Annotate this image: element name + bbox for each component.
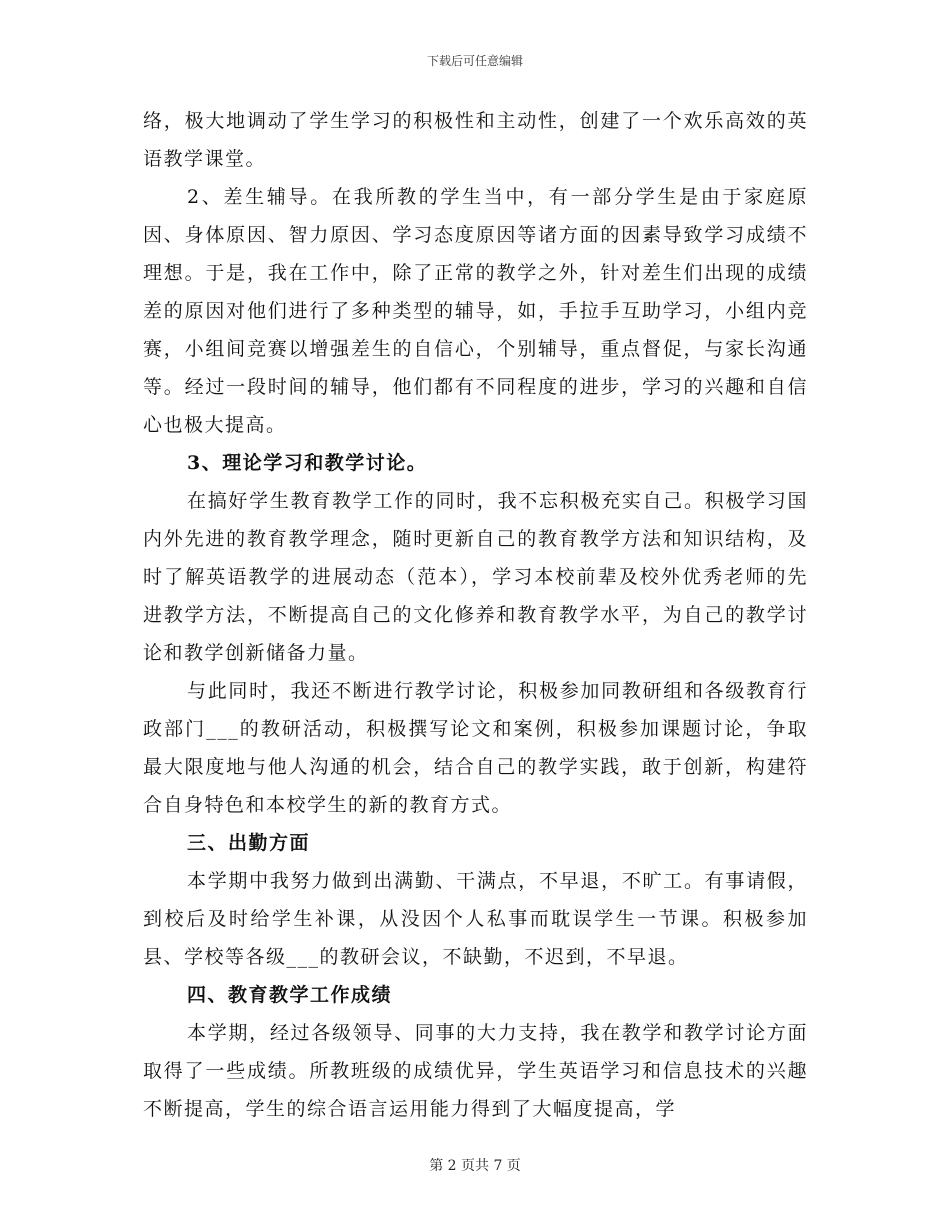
section-heading-theory-study: 3、理论学习和教学讨论。: [187, 452, 428, 474]
section-heading-achievements: 四、教育教学工作成绩: [187, 984, 393, 1006]
paragraph-achievements: 本学期，经过各级领导、同事的大力支持，我在教学和教学讨论方面取得了一些成绩。所教班级的成绩优异，学生英语学习和信息技术的兴趣不断提高，学生的综合语言运用能力得到了大幅度提高，学: [143, 1022, 808, 1120]
paragraph-self-improvement: 在搞好学生教育教学工作的同时，我不忘积极充实自己。积极学习国内外先进的教育教学理念，随时更新自己的教育教学方法和知识结构，及时了解英语教学的进展动态（范本），学习本校前辈及校外优秀老师的先进教学方法，不断提高自己的文化修养和教育教学水平，为自己的教学讨论和教学创新储备力量。: [143, 490, 808, 664]
page-number-footer: 第 2 页共 7 页: [429, 1158, 521, 1174]
paragraph-continuation: 络，极大地调动了学生学习的积极性和主动性，创建了一个欢乐高效的英语教学课堂。: [143, 110, 808, 170]
paragraph-teaching-research: 与此同时，我还不断进行教学讨论，积极参加同教研组和各级教育行政部门___的教研活动，积极撰写论文和案例，积极参加课题讨论，争取最大限度地与他人沟通的机会，结合自己的教学实践，敢于创新，构建符合自身特色和本校学生的新的教育方式。: [143, 680, 808, 816]
page-header: 下载后可任意编辑: [426, 54, 523, 68]
paragraph-attendance: 本学期中我努力做到出满勤、干满点，不早退，不旷工。有事请假，到校后及时给学生补课，从没因个人私事而耽误学生一节课。积极参加县、学校等各级___的教研会议，不缺勤，不迟到，不早退。: [143, 870, 808, 968]
section-heading-attendance: 三、出勤方面: [187, 832, 311, 854]
paragraph-underperformer-tutoring: 2、差生辅导。在我所教的学生当中，有一部分学生是由于家庭原因、身体原因、智力原因、学习态度原因等诸方面的因素导致学习成绩不理想。于是，我在工作中，除了正常的教学之外，针对差生们出现的成绩差的原因对他们进行了多种类型的辅导，如，手拉手互助学习，小组内竞赛，小组间竞赛以增强差生的自信心，个别辅导，重点督促，与家长沟通等。经过一段时间的辅导，他们都有不同程度的进步，学习的兴趣和自信心也极大提高。: [143, 186, 808, 436]
document-body: [143, 102, 808, 1128]
